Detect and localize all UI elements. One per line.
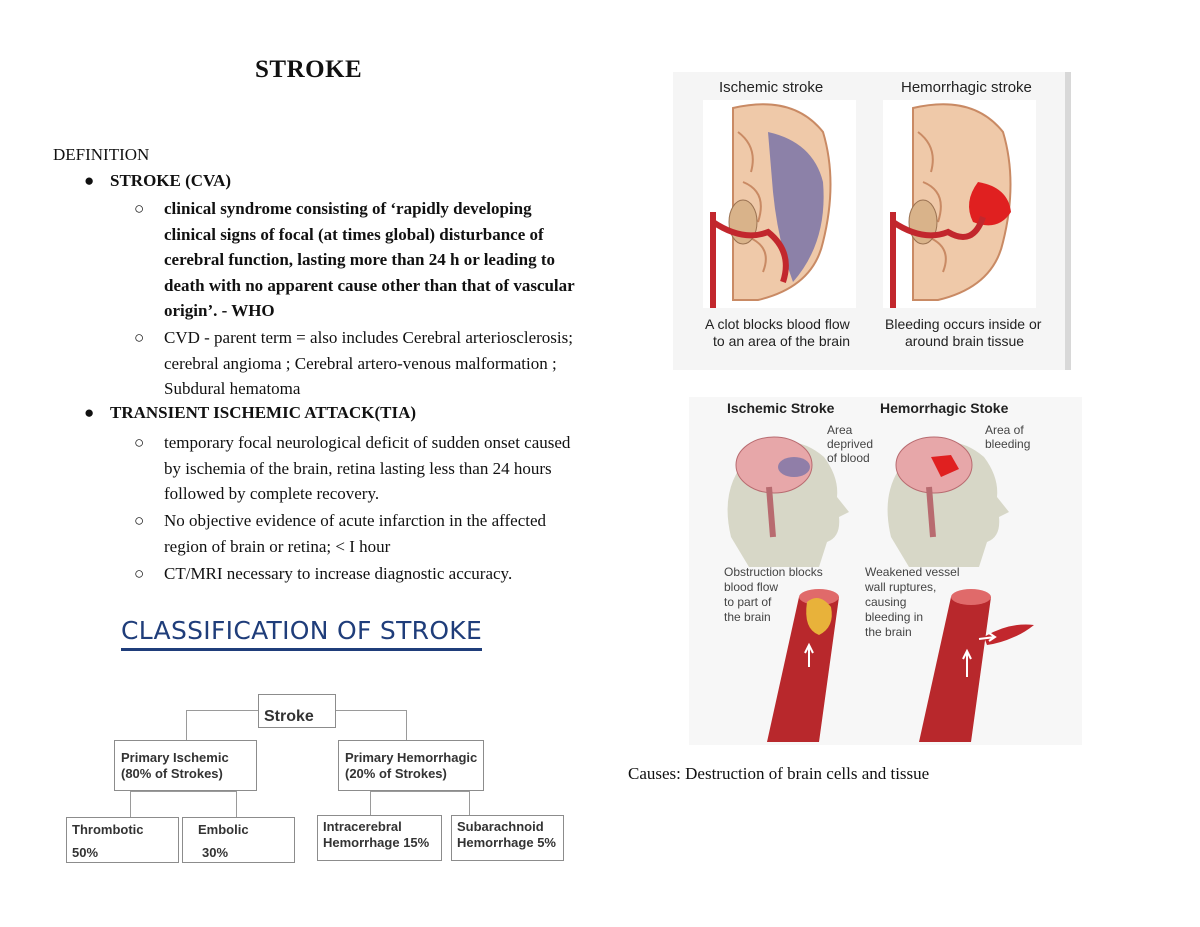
intracerebral-box: Intracerebral Hemorrhage 15% — [317, 815, 442, 861]
classification-title: CLASSIFICATION OF STROKE — [121, 615, 482, 651]
fig2-right-caption-3: causing — [865, 595, 907, 609]
figure-head-vessels — [689, 397, 1082, 745]
fig1-left-caption-2: to an area of the brain — [713, 333, 850, 349]
section-heading-stroke: ● STROKE (CVA) — [84, 171, 232, 190]
sub-bullet-icon: ○ — [134, 511, 145, 530]
primary-hemorrhagic-box: Primary Hemorrhagic (20% of Strokes) — [338, 740, 484, 791]
fig1-right-caption-1: Bleeding occurs inside or — [885, 316, 1042, 332]
definition-heading: DEFINITION — [53, 145, 150, 164]
fig2-left-caption-4: the brain — [724, 610, 771, 624]
embolic-box: Embolic 30% — [182, 817, 295, 863]
head-vessel-illustration — [689, 397, 1082, 745]
list-item: ○ CVD - parent term = also includes Cerebral arteriosclerosis; cerebral angioma ; Cerebral artero-venous malformation ; Subdural hematoma — [134, 325, 579, 402]
fig1-left-caption-1: A clot blocks blood flow — [705, 316, 850, 332]
stroke-root-box: Stroke — [258, 694, 336, 728]
fig2-right-caption-5: the brain — [865, 625, 912, 639]
bullet-icon: ● — [84, 403, 95, 422]
fig1-right-title: Hemorrhagic stroke — [901, 79, 1032, 96]
causes-caption: Causes: Destruction of brain cells and tissue — [628, 764, 930, 783]
fig2-left-label-2: deprived — [827, 437, 874, 451]
fig2-right-label-1: Area of — [985, 423, 1024, 437]
list-item: ○ temporary focal neurological deficit of sudden onset caused by ischemia of the brain, retina lasting less than 24 hours followed by complete recovery. — [134, 430, 579, 507]
subarachnoid-box: Subarachnoid Hemorrhage 5% — [451, 815, 564, 861]
thrombotic-box: Thrombotic 50% — [66, 817, 179, 863]
section-heading-tia: ● TRANSIENT ISCHEMIC ATTACK(TIA) — [84, 403, 417, 422]
brain-section-illustration — [673, 72, 1071, 370]
fig2-left-caption-1: Obstruction blocks — [724, 565, 823, 579]
fig2-right-caption-1: Weakened vessel — [865, 565, 960, 579]
sub-bullet-icon: ○ — [134, 433, 145, 452]
list-item: ○ No objective evidence of acute infarction in the affected region of brain or retina; < I hour — [134, 508, 579, 559]
primary-ischemic-box: Primary Ischemic (80% of Strokes) — [114, 740, 257, 791]
fig1-left-title: Ischemic stroke — [719, 79, 824, 96]
bullet-icon: ● — [84, 171, 95, 190]
fig2-right-caption-4: bleeding in — [865, 610, 924, 624]
sub-bullet-icon: ○ — [134, 564, 145, 583]
list-item: ○ clinical syndrome consisting of ‘rapidly developing clinical signs of focal (at times global) disturbance of cerebral function, lasting more than 24 h or leading to death with no apparent cause other than that of vascular origin’. - WHO — [134, 196, 579, 324]
fig2-left-label-3: of blood — [827, 451, 870, 465]
figure-brain-sections — [673, 72, 1071, 370]
fig2-left-label-1: Area — [827, 423, 853, 437]
fig2-right-caption-2: wall ruptures, — [865, 580, 937, 594]
fig2-left-caption-3: to part of — [724, 595, 772, 609]
fig2-left-caption-2: blood flow — [724, 580, 779, 594]
list-item: ○ CT/MRI necessary to increase diagnostic accuracy. — [134, 561, 579, 587]
fig2-right-label-2: bleeding — [985, 437, 1031, 451]
fig2-left-title: Ischemic Stroke — [727, 400, 835, 416]
fig1-right-caption-2: around brain tissue — [905, 333, 1025, 349]
sub-bullet-icon: ○ — [134, 328, 145, 347]
fig2-right-title: Hemorrhagic Stoke — [880, 400, 1009, 416]
page-title: STROKE — [255, 56, 363, 83]
sub-bullet-icon: ○ — [134, 199, 145, 218]
